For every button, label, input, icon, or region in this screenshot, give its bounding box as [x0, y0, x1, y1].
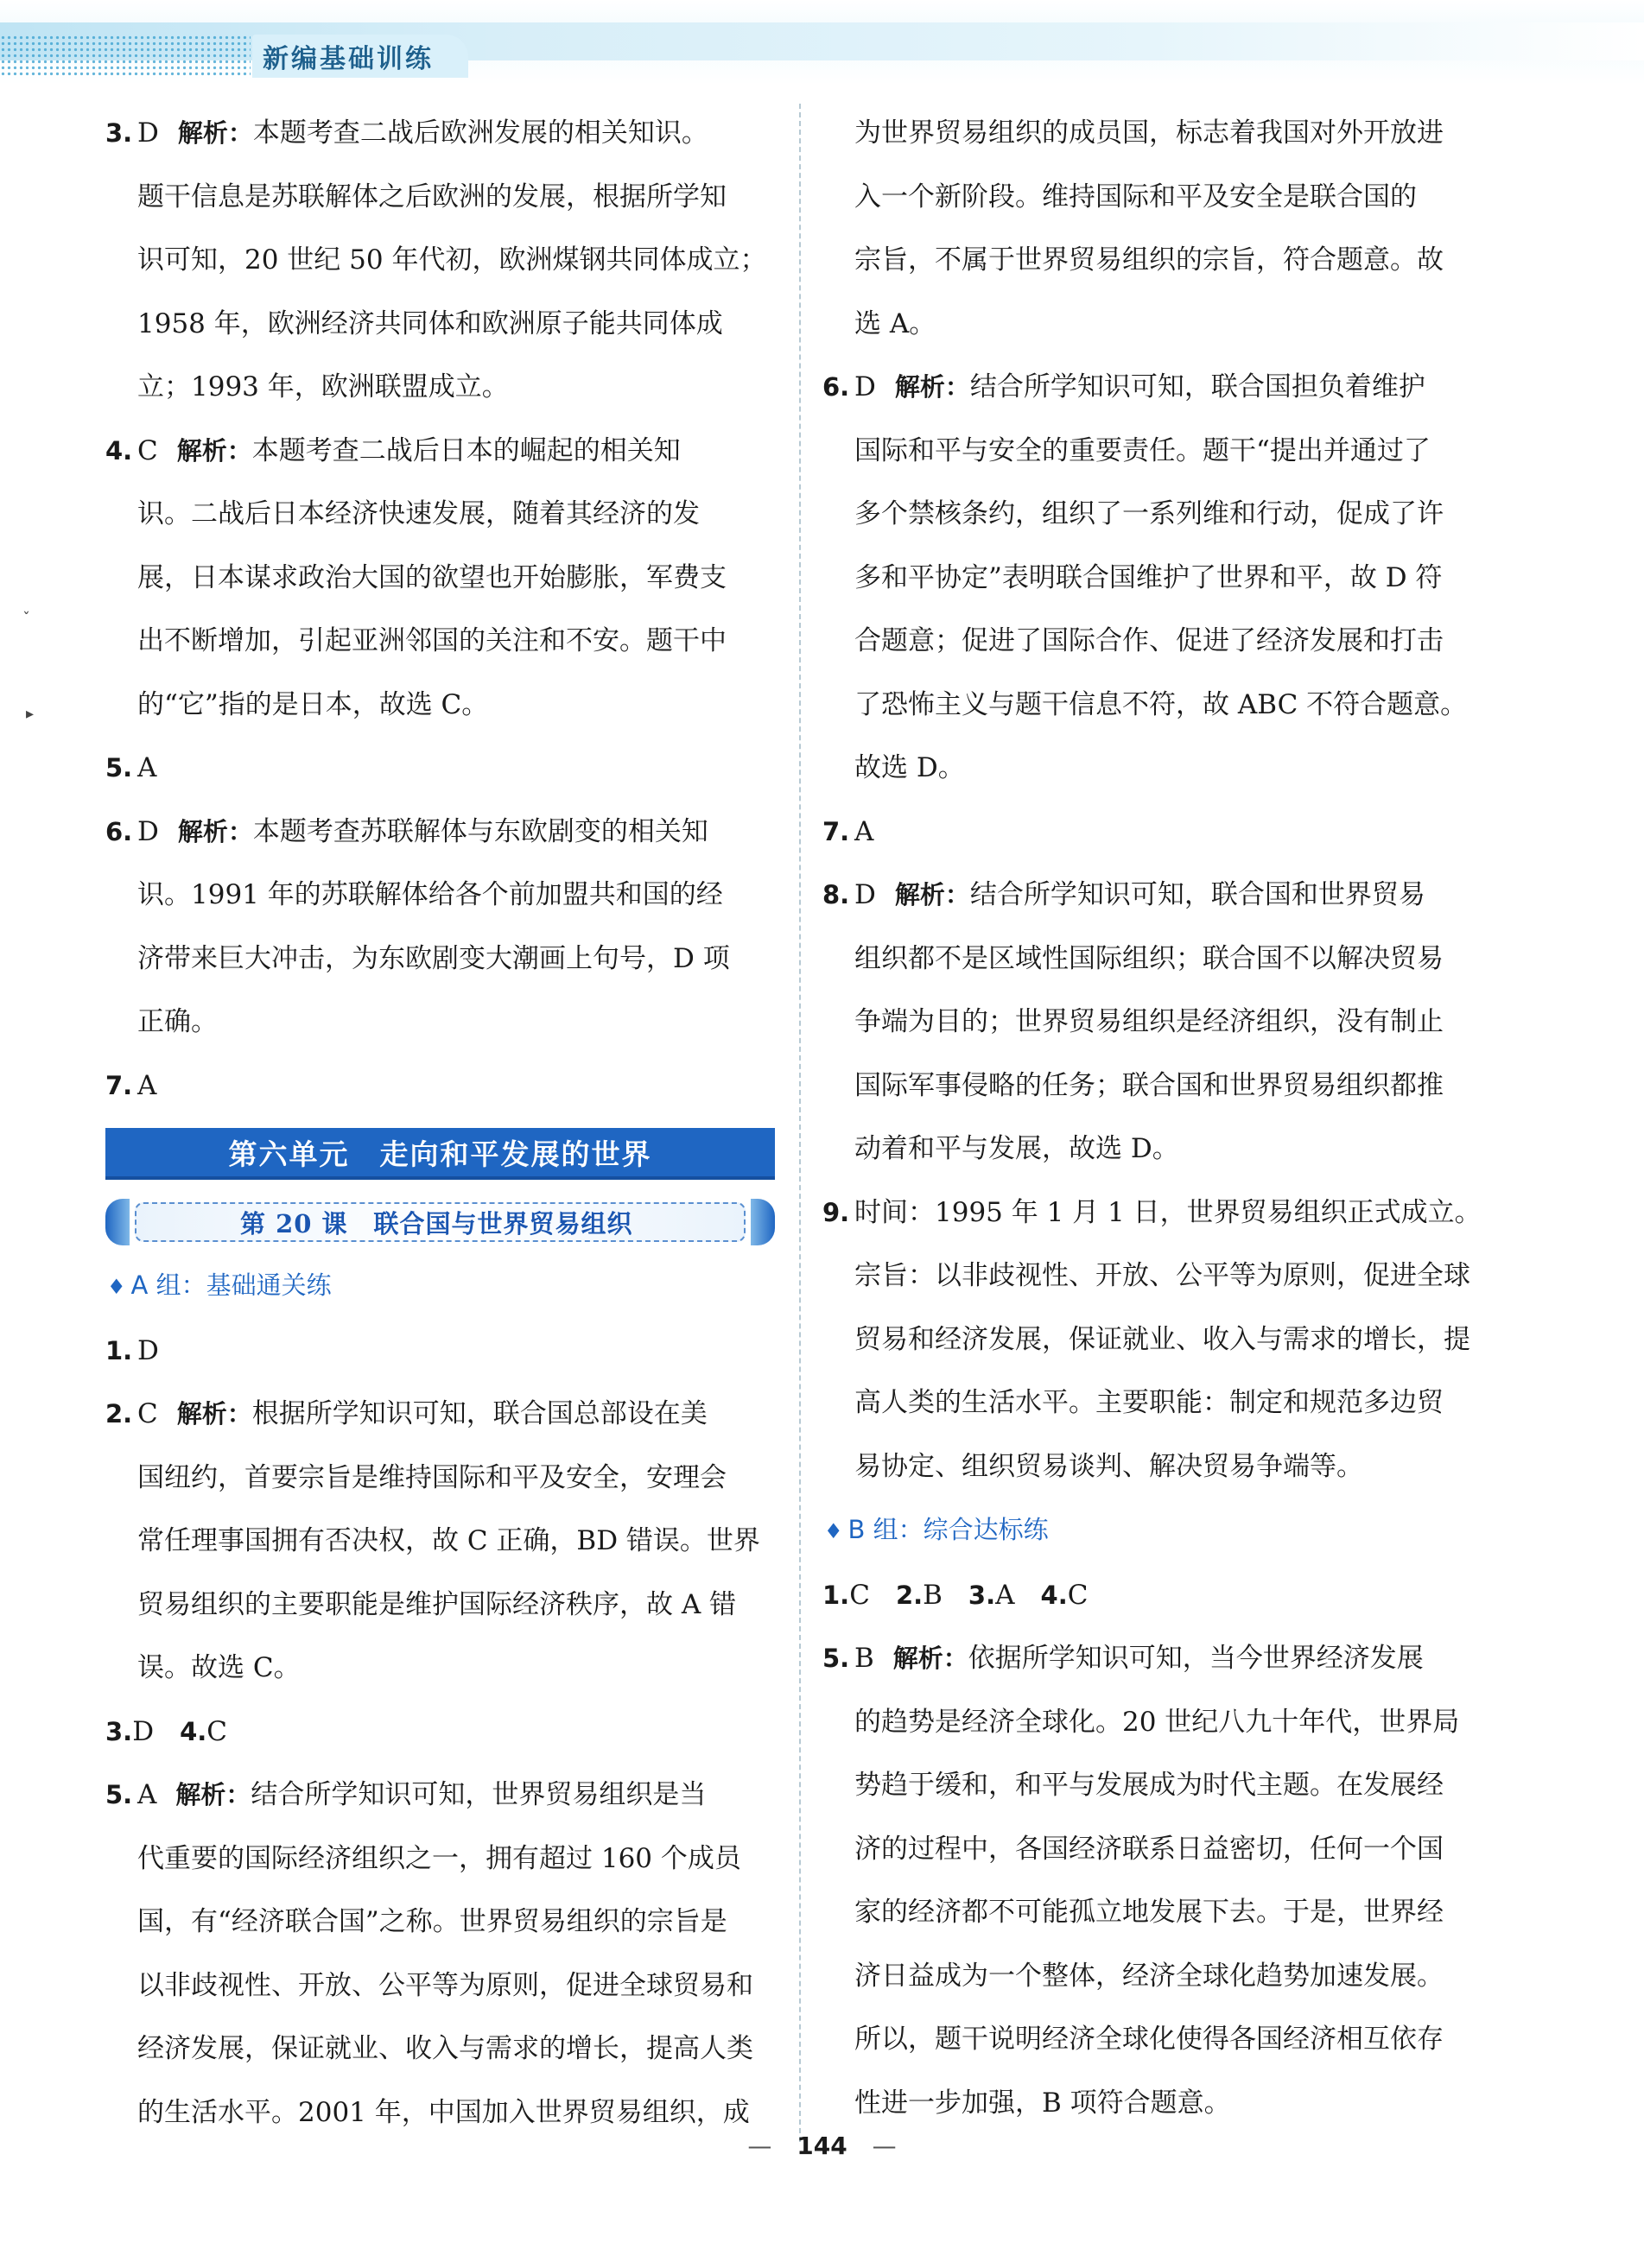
lesson-title: 第 20 课 联合国与世界贸易组织 [135, 1202, 746, 1242]
group-b-label: B 组：综合达标练 [847, 1515, 1049, 1544]
analysis-text: 结合所学知识可知，世界贸易组织是当 [251, 1779, 707, 1810]
analysis-label: 解析： [175, 1780, 251, 1809]
margin-mark: ˇ [22, 610, 30, 628]
question-number: 4. [180, 1716, 207, 1746]
diamond-icon: ♦ [824, 1519, 843, 1543]
analysis-line: 正确。 [137, 1006, 218, 1037]
continued-line: 入一个新阶段。维持国际和平及安全是联合国的 [854, 181, 1417, 212]
analysis-label: 解析： [894, 880, 970, 909]
analysis-label: 解析： [177, 118, 253, 148]
analysis-line: 多个禁核条约，组织了一系列维和行动，促成了许 [854, 498, 1444, 529]
question-item [105, 801, 775, 865]
page-footer [0, 2132, 1644, 2160]
analysis-line: 济日益成为一个整体，经济全球化趋势加速发展。 [854, 1960, 1444, 1992]
left-column [105, 102, 775, 2144]
inline-answer [968, 1580, 1015, 1611]
inline-answer [896, 1580, 943, 1611]
analysis-line: 误。故选 C。 [137, 1652, 301, 1683]
question-number: 4. [1040, 1580, 1068, 1610]
analysis-line: 争端为目的；世界贸易组织是经济组织，没有制止 [854, 1006, 1444, 1037]
right-column [822, 102, 1492, 2135]
analysis-line: 国际军事侵略的任务；联合国和世界贸易组织都推 [854, 1069, 1444, 1101]
question-item [105, 420, 775, 484]
analysis-text: 本题考查二战后欧洲发展的相关知识。 [252, 117, 708, 149]
analysis-line: 多和平协定”表明联合国维护了世界和平，故 D 符 [854, 561, 1443, 593]
analysis-line: 组织都不是区域性国际组织；联合国不以解决贸易 [854, 942, 1444, 974]
question-number: 4. [105, 435, 133, 466]
analysis-line: 常任理事国拥有否决权，故 C 正确，BD 错误。世界 [137, 1525, 760, 1556]
question-item [822, 1627, 1492, 1691]
analysis-line: 合题意；促进了国际合作、促进了经济发展和打击 [854, 625, 1444, 656]
analysis-text: 依据所学知识可知，当今世界经济发展 [968, 1643, 1424, 1674]
column-divider [799, 104, 801, 2142]
answer-letter: D [854, 879, 876, 910]
analysis-label: 解析： [894, 372, 970, 402]
question-number: 5. [105, 1780, 133, 1809]
group-b-heading [822, 1498, 1492, 1564]
analysis-line: 国纽约，首要宗旨是维持国际和平及安全，安理会 [137, 1461, 727, 1493]
question-number: 7. [105, 1070, 133, 1100]
analysis-line: 立；1993 年，欧洲联盟成立。 [137, 371, 509, 402]
analysis-line: 的趋势是经济全球化。20 世纪八九十年代，世界局 [854, 1706, 1460, 1738]
analysis-line: 国际和平与安全的重要责任。题干“提出并通过了 [854, 434, 1431, 466]
analysis-line: 经济发展，保证就业、收入与需求的增长，提高人类 [137, 2033, 753, 2064]
analysis-label: 解析： [892, 1644, 968, 1673]
question-item [822, 801, 1492, 865]
page-number: 144 [797, 2132, 847, 2160]
lesson-bar [105, 1199, 775, 1245]
answer-letter: A [854, 815, 874, 847]
question-number: 7. [822, 816, 850, 846]
analysis-line: 国，有“经济联合国”之称。世界贸易组织的宗旨是 [137, 1906, 727, 1937]
question-number: 3. [105, 1716, 133, 1746]
answer-letter: B [854, 1643, 874, 1674]
analysis-line: 贸易和经济发展，保证就业、收入与需求的增长，提 [854, 1323, 1470, 1355]
analysis-line: 题干信息是苏联解体之后欧洲的发展，根据所学知 [137, 181, 727, 212]
analysis-line: 识。二战后日本经济快速发展，随着其经济的发 [137, 498, 700, 529]
continued-line: 选 A。 [854, 307, 936, 339]
question-number: 1. [105, 1335, 133, 1365]
header-dot-pattern [0, 35, 251, 78]
analysis-line: 宗旨：以非歧视性、开放、公平等为原则，促进全球 [854, 1260, 1470, 1291]
answer-letter: A [137, 1779, 157, 1810]
analysis-line: 高人类的生活水平。主要职能：制定和规范多边贸 [854, 1387, 1444, 1418]
group-a-heading [105, 1254, 775, 1320]
analysis-label: 解析： [177, 816, 253, 846]
analysis-text: 本题考查二战后日本的崛起的相关知 [251, 434, 681, 466]
unit-banner: 第六单元 走向和平发展的世界 [105, 1128, 775, 1180]
answer-letter: A [995, 1579, 1015, 1611]
question-item [822, 1182, 1492, 1245]
question-item [105, 1055, 775, 1118]
analysis-label: 解析： [176, 435, 252, 466]
analysis-line: 识。1991 年的苏联解体给各个前加盟共和国的经 [137, 879, 723, 910]
question-item [105, 1320, 775, 1384]
analysis-text: 时间：1995 年 1 月 1 日，世界贸易组织正式成立。 [854, 1196, 1482, 1228]
analysis-text: 本题考查苏联解体与东欧剧变的相关知 [252, 815, 708, 847]
question-item [822, 864, 1492, 928]
answer-letter: A [137, 752, 157, 783]
footer-dash-right: — [872, 2132, 897, 2160]
answer-letter: C [137, 434, 158, 466]
lesson-bar-right-cap [751, 1199, 775, 1245]
analysis-text: 结合所学知识可知，联合国担负着维护 [969, 371, 1425, 402]
question-number: 6. [822, 372, 850, 402]
inline-answer [105, 1716, 154, 1747]
inline-answer [1041, 1580, 1089, 1611]
analysis-label: 解析： [176, 1399, 252, 1429]
analysis-line: 易协定、组织贸易谈判、解决贸易争端等。 [854, 1450, 1363, 1482]
answer-letter: B [923, 1579, 943, 1611]
analysis-line: 济的过程中，各国经济联系日益密切，任何一个国 [854, 1833, 1444, 1865]
answer-letter: D [137, 815, 159, 847]
analysis-line: 故选 D。 [854, 752, 965, 783]
analysis-line: 的生活水平。2001 年，中国加入世界贸易组织，成 [137, 2096, 750, 2128]
analysis-text: 根据所学知识可知，联合国总部设在美 [251, 1398, 708, 1429]
book-title: 新编基础训练 [263, 44, 434, 74]
question-item [105, 1383, 775, 1447]
question-number: 2. [895, 1580, 924, 1610]
inline-answers [105, 1701, 775, 1764]
answer-letter: D [132, 1715, 155, 1747]
analysis-text: 结合所学知识可知，联合国和世界贸易 [969, 879, 1425, 910]
question-item [105, 1764, 775, 1828]
analysis-line: 识可知，20 世纪 50 年代初，欧洲煤钢共同体成立； [137, 244, 767, 276]
question-number: 2. [105, 1399, 133, 1429]
question-item [822, 356, 1492, 420]
analysis-line: 出不断增加，引起亚洲邻国的关注和不安。题干中 [137, 625, 727, 656]
answer-letter: D [137, 1334, 159, 1366]
analysis-line: 性进一步加强，B 项符合题意。 [854, 2087, 1231, 2119]
answer-letter: D [137, 117, 159, 149]
question-number: 5. [822, 1644, 850, 1673]
question-item [105, 102, 775, 166]
inline-answers [822, 1564, 1492, 1628]
answer-letter: D [854, 371, 876, 402]
question-item [105, 737, 775, 801]
answer-letter: C [206, 1715, 227, 1747]
analysis-line: 家的经济都不可能孤立地发展下去。于是，世界经 [854, 1897, 1444, 1928]
analysis-line: 了恐怖主义与题干信息不符，故 ABC 不符合题意。 [854, 688, 1468, 720]
question-number: 5. [105, 753, 133, 782]
question-number: 8. [822, 880, 850, 909]
footer-dash-left: — [747, 2132, 772, 2160]
lesson-bar-left-cap [105, 1199, 130, 1245]
analysis-line: 济带来巨大冲击，为东欧剧变大潮画上句号，D 项 [137, 942, 730, 974]
continued-line: 宗旨，不属于世界贸易组织的宗旨，符合题意。故 [854, 244, 1444, 276]
answer-letter: A [137, 1069, 157, 1101]
analysis-line: 势趋于缓和，和平与发展成为时代主题。在发展经 [854, 1770, 1444, 1801]
header-tab [252, 35, 468, 78]
analysis-line: 所以，题干说明经济全球化使得各国经济相互依存 [854, 2024, 1444, 2055]
diamond-icon: ♦ [107, 1275, 126, 1299]
margin-mark: ▸ [26, 705, 35, 723]
inline-answer [822, 1580, 870, 1611]
analysis-line: 1958 年，欧洲经济共同体和欧洲原子能共同体成 [137, 307, 723, 339]
analysis-line: 展，日本谋求政治大国的欲望也开始膨胀，军费支 [137, 561, 727, 593]
analysis-line: 以非歧视性、开放、公平等为原则，促进全球贸易和 [137, 1969, 753, 2001]
analysis-line: 贸易组织的主要职能是维护国际经济秩序，故 A 错 [137, 1588, 737, 1620]
question-number: 9. [822, 1197, 850, 1227]
analysis-line: 动着和平与发展，故选 D。 [854, 1133, 1179, 1164]
group-a-label: A 组：基础通关练 [130, 1270, 332, 1300]
question-number: 1. [822, 1580, 850, 1610]
analysis-line: 的“它”指的是日本，故选 C。 [137, 688, 489, 720]
answer-letter: C [849, 1579, 870, 1611]
question-number: 3. [968, 1580, 996, 1610]
question-number: 3. [105, 118, 133, 148]
question-number: 6. [105, 816, 133, 846]
inline-answer [180, 1716, 227, 1747]
continued-line: 为世界贸易组织的成员国，标志着我国对外开放进 [854, 117, 1444, 149]
analysis-line: 代重要的国际经济组织之一，拥有超过 160 个成员 [137, 1842, 741, 1874]
answer-letter: C [137, 1398, 158, 1429]
answer-letter: C [1067, 1579, 1089, 1611]
